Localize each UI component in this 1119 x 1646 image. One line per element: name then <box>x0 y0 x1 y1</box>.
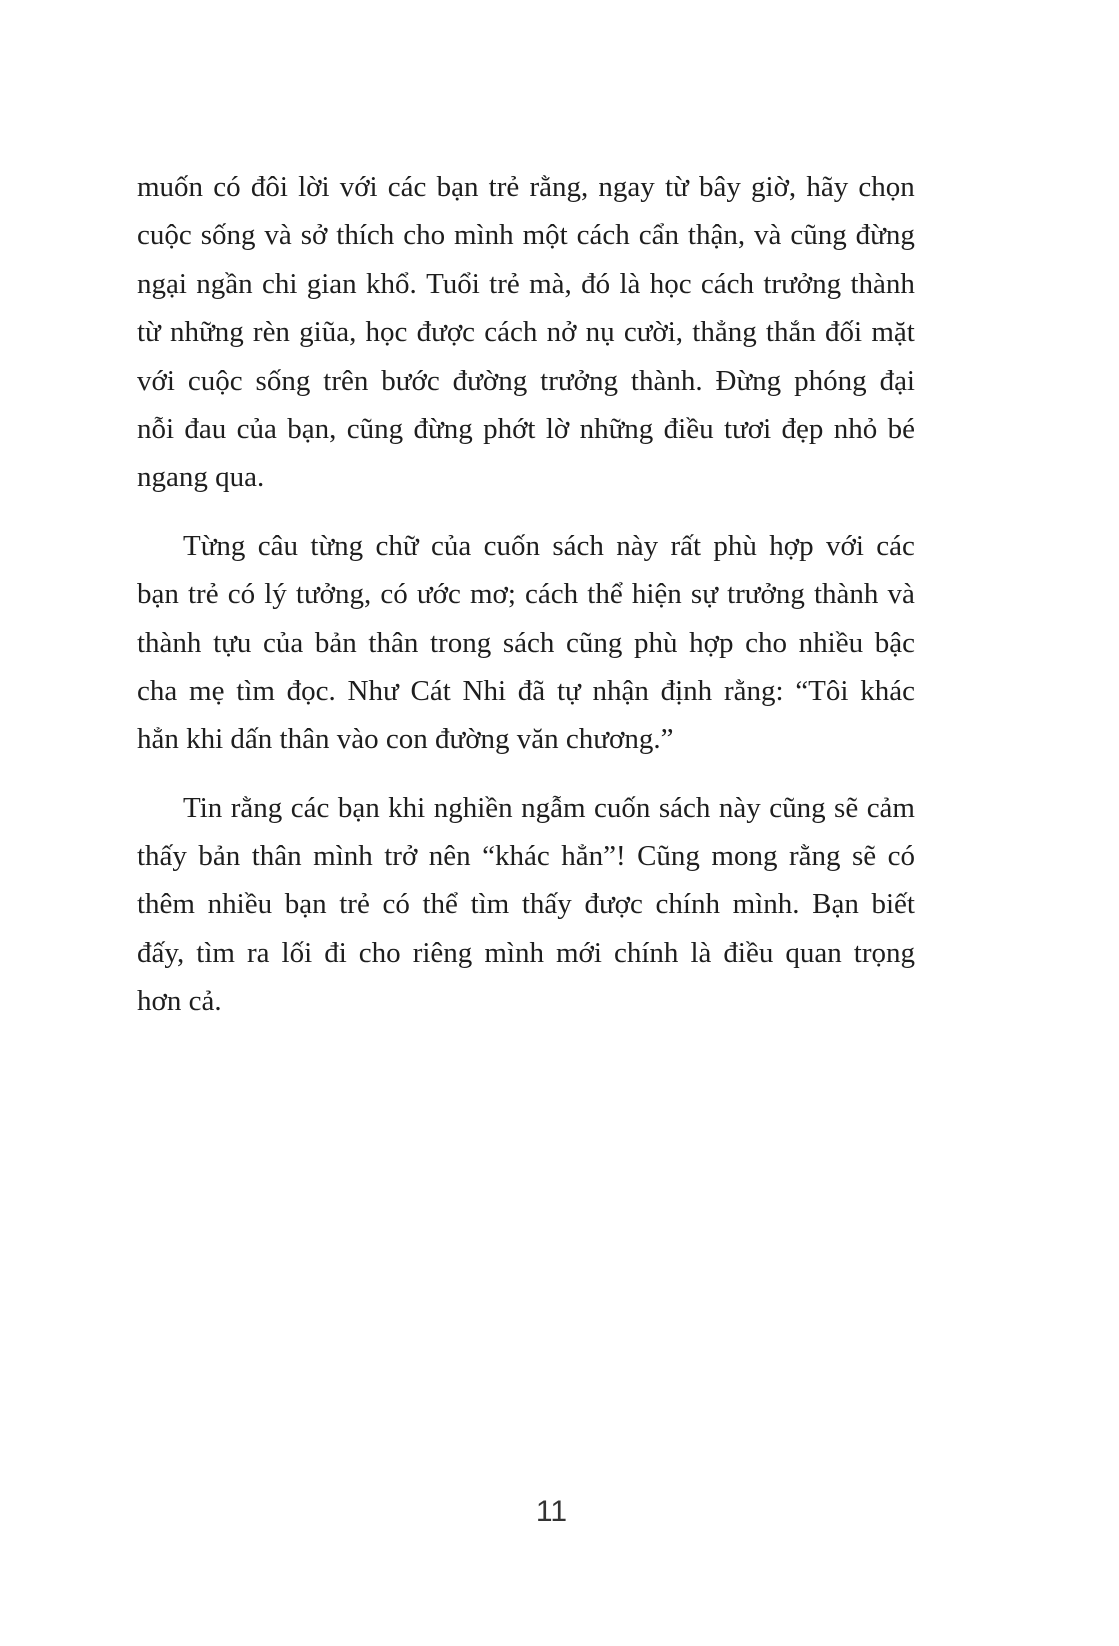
word: nở <box>546 316 577 349</box>
text-line <box>137 522 915 570</box>
word: trẻ <box>188 578 219 611</box>
word: gian <box>306 267 357 300</box>
word: mới <box>555 936 602 969</box>
word: nhiều <box>207 888 273 921</box>
word: nghiền <box>433 791 513 824</box>
word: thêm <box>137 888 195 921</box>
body-text <box>137 163 915 1046</box>
text-line <box>137 163 915 211</box>
word: đôi <box>250 171 288 203</box>
word: ngẫm <box>521 791 586 824</box>
word: phớt <box>483 412 536 445</box>
word: giờ, <box>751 171 797 203</box>
word: tựu <box>213 626 252 659</box>
word: cũng <box>790 219 847 252</box>
word: ước <box>416 578 461 611</box>
word: thân <box>368 626 419 659</box>
word: mà, <box>529 267 572 300</box>
word: và <box>754 219 782 252</box>
word: Cũng <box>637 840 700 873</box>
word: Cát <box>410 674 451 707</box>
word: học <box>365 316 408 349</box>
word: chi <box>261 267 298 300</box>
paragraph <box>137 784 915 1026</box>
word: cho <box>403 219 446 252</box>
word: cha <box>137 674 178 707</box>
word: của <box>431 529 472 562</box>
word: trẻ <box>489 267 520 300</box>
word: thể <box>587 578 623 611</box>
word: mình <box>484 936 544 969</box>
word: trong <box>429 626 492 659</box>
word: với <box>137 364 175 397</box>
word: thành. <box>630 364 703 397</box>
word: phù <box>634 626 678 659</box>
word: thích <box>336 219 395 252</box>
word: thẳng <box>692 316 757 349</box>
word: sống <box>200 219 256 252</box>
word: đấy, <box>137 936 185 969</box>
word: rèn <box>252 316 290 349</box>
word: đẹp <box>781 412 824 445</box>
word: nụ <box>585 316 615 349</box>
text-line: hơn cả. <box>137 985 222 1018</box>
word: hãy <box>806 171 849 203</box>
word: “Tôi <box>795 674 849 707</box>
word: nhận <box>592 674 649 707</box>
word: lý <box>264 578 287 611</box>
word: rằng <box>230 791 283 824</box>
word: điều <box>723 936 774 969</box>
word: trưởng <box>540 364 618 397</box>
word: có <box>382 888 410 921</box>
word: của <box>263 626 304 659</box>
word: giũa, <box>299 316 357 349</box>
word: được <box>584 888 643 921</box>
word: là <box>690 936 712 969</box>
word: trọng <box>853 936 915 969</box>
word: nhiều <box>798 626 864 659</box>
text-line <box>137 784 915 832</box>
word: với <box>339 171 378 203</box>
text-line <box>137 667 915 715</box>
word: hiện <box>631 578 682 611</box>
word: bạn <box>436 171 479 203</box>
word: hẳn”! <box>561 840 626 873</box>
word: ra <box>246 936 270 969</box>
word: đau <box>184 412 227 445</box>
word: đi <box>324 936 347 969</box>
word: riêng <box>412 936 473 969</box>
word: từ <box>664 171 689 203</box>
word: tìm <box>470 888 510 921</box>
word: sẽ <box>851 840 877 873</box>
word: Tuổi <box>426 267 480 300</box>
word: đừng <box>413 412 473 445</box>
word: cho <box>358 936 401 969</box>
word: những <box>579 412 654 445</box>
word: học <box>649 267 692 300</box>
page-number: 11 <box>535 1495 568 1528</box>
word: đó <box>581 267 611 300</box>
word: mong <box>711 840 778 873</box>
word: cách <box>484 316 538 349</box>
word: cách <box>525 578 579 611</box>
word: các <box>290 791 330 824</box>
word: bây <box>698 171 741 203</box>
word: phóng <box>794 364 867 397</box>
word: thành <box>850 267 915 300</box>
word: cuộc <box>137 219 192 252</box>
word: muốn <box>137 171 204 203</box>
word: Tin <box>183 791 223 824</box>
word: các <box>876 529 915 562</box>
word: thể <box>422 888 458 921</box>
word: trưởng <box>763 267 842 300</box>
word: “khác <box>482 840 550 873</box>
word: tưởng, <box>295 578 372 611</box>
text-line <box>137 357 915 405</box>
word: có <box>227 578 256 611</box>
word: bạn <box>137 578 179 611</box>
word: bước <box>381 364 440 397</box>
word: tươi <box>723 412 772 445</box>
word: thắn <box>765 316 816 349</box>
word: đại <box>879 364 915 397</box>
word: khổ. <box>366 267 417 300</box>
word: rằng <box>788 840 841 873</box>
word: từ <box>137 316 161 349</box>
word: tìm <box>236 674 275 707</box>
word: sự <box>690 578 718 611</box>
word: chính <box>655 888 720 921</box>
paragraph <box>137 522 915 764</box>
word: tự <box>556 674 581 707</box>
word: mình <box>313 840 373 873</box>
word: sở <box>300 219 328 252</box>
word: quan <box>785 936 842 969</box>
word: trên <box>323 364 369 397</box>
word: cuốn <box>483 529 540 562</box>
word: cuốn <box>594 791 651 824</box>
word: với <box>825 529 864 562</box>
word: Bạn <box>812 888 859 921</box>
text-line <box>137 260 915 308</box>
word: có <box>213 171 241 203</box>
word: đã <box>517 674 546 707</box>
word: cười, <box>623 316 684 349</box>
word: đường <box>452 364 528 397</box>
word: ngần <box>196 267 253 300</box>
text-line: ngang qua. <box>137 461 265 494</box>
word: Như <box>347 674 399 707</box>
word: lối <box>281 936 313 969</box>
word: sống <box>255 364 311 397</box>
word: của <box>236 412 277 445</box>
word: cuộc <box>187 364 243 397</box>
word: điều <box>663 412 714 445</box>
text-line: hẳn khi dấn thân vào con đường văn chương.” <box>137 723 674 756</box>
word: lờ <box>545 412 570 445</box>
word: thành <box>137 626 202 659</box>
word: có <box>380 578 408 611</box>
word: nên <box>428 840 471 873</box>
word: sẽ <box>834 791 859 824</box>
word: và <box>887 578 915 611</box>
word: đọc. <box>286 674 336 707</box>
word: câu <box>257 529 299 562</box>
word: cách <box>700 267 755 300</box>
word: từng <box>310 529 364 562</box>
word: sách <box>552 529 604 562</box>
word: sách <box>502 626 555 659</box>
word: mẹ <box>189 674 225 707</box>
word: đừng <box>855 219 915 252</box>
word: là <box>619 267 641 300</box>
word: ngay <box>598 171 655 203</box>
word: trẻ <box>488 171 520 203</box>
word: bản <box>314 626 357 659</box>
word: rằng: <box>723 674 784 707</box>
word: này <box>616 529 659 562</box>
word: chữ <box>375 529 419 562</box>
word: bạn, <box>287 412 337 445</box>
word: cũng <box>769 791 826 824</box>
word: Đừng <box>715 364 782 397</box>
word: Từng <box>183 529 246 562</box>
word: khác <box>860 674 915 707</box>
word: cũng <box>346 412 404 445</box>
text-line <box>137 619 915 667</box>
word: thấy <box>521 888 572 921</box>
word: bản <box>198 840 241 873</box>
paragraph <box>137 163 915 502</box>
word: trưởng <box>727 578 805 611</box>
word: cảm <box>866 791 915 824</box>
word: một <box>522 219 568 252</box>
word: thân <box>251 840 302 873</box>
text-line <box>137 570 915 618</box>
word: thành <box>813 578 879 611</box>
word: hợp <box>689 626 734 659</box>
word: các <box>387 171 427 203</box>
word: trở <box>384 840 418 873</box>
word: biết <box>871 888 915 921</box>
word: cho <box>745 626 788 659</box>
word: có <box>887 840 915 873</box>
word: này <box>718 791 761 824</box>
word: thấy <box>137 840 187 873</box>
word: bậc <box>874 626 915 659</box>
word: trẻ <box>339 888 370 921</box>
word: cách <box>576 219 630 252</box>
word: mơ; <box>469 578 516 611</box>
word: bé <box>887 412 915 445</box>
word: Nhi <box>462 674 507 707</box>
word: khi <box>388 791 426 824</box>
text-line <box>137 832 915 880</box>
word: đối <box>825 316 863 349</box>
word: lời <box>298 171 330 203</box>
word: rất <box>670 529 702 562</box>
text-line <box>137 211 915 259</box>
word: chọn <box>858 171 915 203</box>
word: thận, <box>687 219 746 252</box>
word: định <box>660 674 713 707</box>
word: rằng, <box>529 171 589 203</box>
word: bạn <box>284 888 327 921</box>
word: ngại <box>137 267 187 300</box>
word: tìm <box>196 936 235 969</box>
word: mình <box>454 219 514 252</box>
word: cẩn <box>638 219 679 252</box>
text-line <box>137 880 915 928</box>
word: những <box>169 316 244 349</box>
word: mặt <box>871 316 915 349</box>
word: sách <box>658 791 711 824</box>
text-line <box>137 308 915 356</box>
word: phù <box>713 529 757 562</box>
text-line <box>137 405 915 453</box>
text-line <box>137 929 915 977</box>
word: bạn <box>337 791 380 824</box>
word: nỗi <box>137 412 175 445</box>
word: nhỏ <box>833 412 878 445</box>
word: chính <box>613 936 679 969</box>
word: cũng <box>566 626 623 659</box>
word: hợp <box>769 529 814 562</box>
word: được <box>416 316 476 349</box>
word: mình. <box>732 888 800 921</box>
word: và <box>264 219 292 252</box>
